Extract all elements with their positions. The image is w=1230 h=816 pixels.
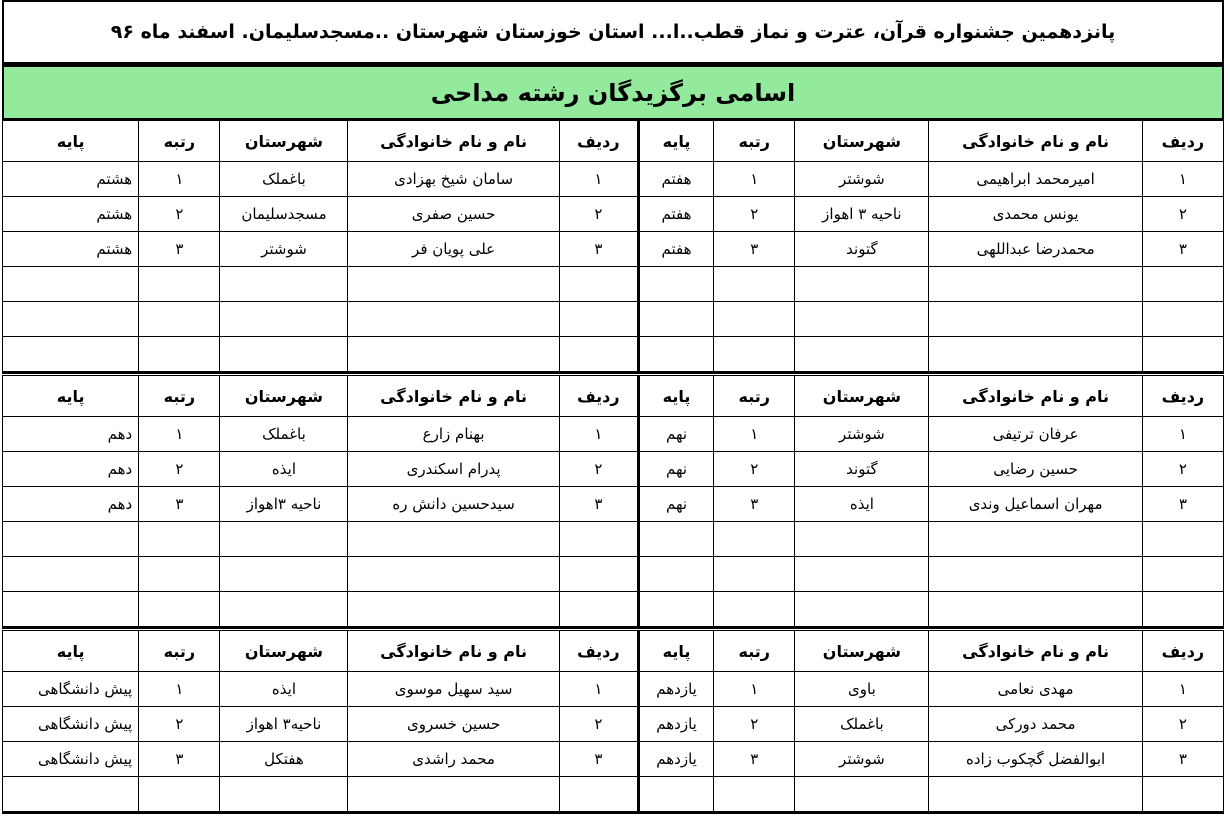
empty-cell xyxy=(1142,522,1223,557)
empty-cell xyxy=(1142,557,1223,592)
cell-radif: ۳ xyxy=(559,487,638,522)
cell-name: ابوالفضل گچکوب زاده xyxy=(929,742,1142,777)
header-radif: ردیف xyxy=(1142,631,1223,672)
header-city: شهرستان xyxy=(220,631,348,672)
cell-city: شوشتر xyxy=(220,232,348,267)
empty-cell xyxy=(3,777,139,813)
empty-row xyxy=(3,302,1224,337)
empty-cell xyxy=(714,522,795,557)
cell-radif: ۳ xyxy=(559,742,638,777)
cell-grade: هفتم xyxy=(638,232,713,267)
table-row xyxy=(3,672,1224,707)
empty-cell xyxy=(638,777,713,813)
cell-name: حسین صفری xyxy=(348,197,559,232)
empty-cell xyxy=(3,337,139,373)
cell-radif: ۱ xyxy=(559,672,638,707)
cell-grade: هشتم xyxy=(3,232,139,267)
cell-grade: یازدهم xyxy=(638,672,713,707)
cell-rank: ۳ xyxy=(139,742,220,777)
empty-cell xyxy=(559,302,638,337)
cell-rank: ۱ xyxy=(714,417,795,452)
cell-grade: پیش دانشگاهی xyxy=(3,707,139,742)
table-header-row xyxy=(3,121,1224,162)
cell-name: بهنام زارع xyxy=(348,417,559,452)
empty-cell xyxy=(1142,337,1223,373)
cell-city: باغملک xyxy=(220,417,348,452)
empty-row xyxy=(3,337,1224,373)
cell-radif: ۳ xyxy=(559,232,638,267)
empty-cell xyxy=(714,777,795,813)
cell-city: باغملک xyxy=(220,162,348,197)
cell-name: محمد دورکی xyxy=(929,707,1142,742)
cell-grade: دهم xyxy=(3,417,139,452)
cell-name: پدرام اسکندری xyxy=(348,452,559,487)
empty-cell xyxy=(714,302,795,337)
cell-name: عرفان ترتیفی xyxy=(929,417,1142,452)
cell-radif: ۳ xyxy=(1142,742,1223,777)
empty-cell xyxy=(795,592,929,628)
cell-city: ایذه xyxy=(795,487,929,522)
empty-cell xyxy=(220,592,348,628)
table-row xyxy=(3,742,1224,777)
cell-radif: ۱ xyxy=(559,417,638,452)
cell-grade: هفتم xyxy=(638,162,713,197)
empty-cell xyxy=(714,337,795,373)
cell-rank: ۲ xyxy=(714,707,795,742)
cell-grade: دهم xyxy=(3,487,139,522)
cell-name: یونس محمدی xyxy=(929,197,1142,232)
cell-radif: ۲ xyxy=(559,197,638,232)
empty-cell xyxy=(714,267,795,302)
cell-rank: ۲ xyxy=(714,452,795,487)
cell-rank: ۲ xyxy=(714,197,795,232)
cell-city: هفتکل xyxy=(220,742,348,777)
page-title: پانزدهمین جشنواره قرآن، عترت و نماز قطب..ا... استان خوزستان شهرستان ..مسجدسلیمان. اسفند ماه ۹۶ xyxy=(2,0,1224,64)
cell-name: مهران اسماعیل وندی xyxy=(929,487,1142,522)
cell-name: سامان شیخ بهزادی xyxy=(348,162,559,197)
empty-cell xyxy=(559,522,638,557)
cell-grade: پیش دانشگاهی xyxy=(3,672,139,707)
empty-cell xyxy=(929,777,1142,813)
empty-cell xyxy=(795,302,929,337)
empty-cell xyxy=(348,557,559,592)
empty-row xyxy=(3,267,1224,302)
cell-name: سیدحسین دانش ره xyxy=(348,487,559,522)
table-header-row xyxy=(3,376,1224,417)
empty-cell xyxy=(1142,777,1223,813)
empty-cell xyxy=(638,557,713,592)
empty-cell xyxy=(559,337,638,373)
empty-row xyxy=(3,592,1224,628)
header-name: نام و نام خانوادگی xyxy=(929,376,1142,417)
cell-grade: یازدهم xyxy=(638,707,713,742)
header-city: شهرستان xyxy=(220,376,348,417)
cell-rank: ۳ xyxy=(139,232,220,267)
empty-cell xyxy=(638,522,713,557)
empty-cell xyxy=(220,522,348,557)
cell-city: شوشتر xyxy=(795,742,929,777)
header-rank: رتبه xyxy=(139,376,220,417)
results-table-3 xyxy=(2,630,1224,814)
empty-cell xyxy=(795,557,929,592)
cell-rank: ۳ xyxy=(139,487,220,522)
header-radif: ردیف xyxy=(559,121,638,162)
empty-cell xyxy=(3,557,139,592)
empty-row xyxy=(3,777,1224,813)
table-row xyxy=(3,707,1224,742)
table-header-row xyxy=(3,631,1224,672)
empty-cell xyxy=(638,267,713,302)
header-grade: پایه xyxy=(638,631,713,672)
cell-name: مهدی نعامی xyxy=(929,672,1142,707)
empty-cell xyxy=(559,267,638,302)
section-banner: اسامی برگزیدگان رشته مداحی xyxy=(2,64,1224,120)
empty-cell xyxy=(348,267,559,302)
table-row xyxy=(3,452,1224,487)
header-city: شهرستان xyxy=(795,631,929,672)
table-row xyxy=(3,417,1224,452)
empty-cell xyxy=(139,522,220,557)
empty-cell xyxy=(638,592,713,628)
cell-city: گتوند xyxy=(795,232,929,267)
header-grade: پایه xyxy=(3,631,139,672)
cell-radif: ۳ xyxy=(1142,232,1223,267)
cell-city: ناحیه ۳اهواز xyxy=(220,487,348,522)
cell-city: ایذه xyxy=(220,672,348,707)
header-radif: ردیف xyxy=(559,631,638,672)
cell-rank: ۱ xyxy=(714,162,795,197)
empty-cell xyxy=(348,777,559,813)
cell-radif: ۲ xyxy=(1142,707,1223,742)
empty-cell xyxy=(795,267,929,302)
empty-cell xyxy=(220,557,348,592)
cell-name: امیرمحمد ابراهیمی xyxy=(929,162,1142,197)
cell-grade: یازدهم xyxy=(638,742,713,777)
header-rank: رتبه xyxy=(139,631,220,672)
empty-cell xyxy=(220,337,348,373)
cell-grade: پیش دانشگاهی xyxy=(3,742,139,777)
cell-rank: ۳ xyxy=(714,487,795,522)
header-grade: پایه xyxy=(3,376,139,417)
cell-name: محمد راشدی xyxy=(348,742,559,777)
header-name: نام و نام خانوادگی xyxy=(929,631,1142,672)
results-sheet xyxy=(2,0,1226,816)
table-row xyxy=(3,232,1224,267)
empty-cell xyxy=(3,592,139,628)
empty-cell xyxy=(3,302,139,337)
cell-city: شوشتر xyxy=(795,417,929,452)
empty-cell xyxy=(559,777,638,813)
empty-cell xyxy=(3,522,139,557)
cell-name: علی پویان فر xyxy=(348,232,559,267)
empty-cell xyxy=(348,337,559,373)
header-name: نام و نام خانوادگی xyxy=(929,121,1142,162)
header-city: شهرستان xyxy=(795,121,929,162)
cell-city: باغملک xyxy=(795,707,929,742)
empty-cell xyxy=(929,592,1142,628)
header-rank: رتبه xyxy=(139,121,220,162)
cell-rank: ۳ xyxy=(714,232,795,267)
header-rank: رتبه xyxy=(714,121,795,162)
empty-cell xyxy=(929,337,1142,373)
header-radif: ردیف xyxy=(1142,376,1223,417)
empty-cell xyxy=(929,557,1142,592)
header-rank: رتبه xyxy=(714,631,795,672)
empty-cell xyxy=(139,592,220,628)
empty-cell xyxy=(795,522,929,557)
empty-cell xyxy=(220,777,348,813)
empty-row xyxy=(3,557,1224,592)
cell-grade: نهم xyxy=(638,487,713,522)
cell-radif: ۲ xyxy=(559,452,638,487)
empty-cell xyxy=(795,777,929,813)
empty-cell xyxy=(714,557,795,592)
cell-city: ایذه xyxy=(220,452,348,487)
header-city: شهرستان xyxy=(795,376,929,417)
empty-cell xyxy=(559,557,638,592)
empty-cell xyxy=(139,337,220,373)
cell-radif: ۱ xyxy=(559,162,638,197)
cell-radif: ۱ xyxy=(1142,162,1223,197)
empty-cell xyxy=(638,302,713,337)
cell-city: ناحیه۳ اهواز xyxy=(220,707,348,742)
table-row xyxy=(3,162,1224,197)
cell-radif: ۱ xyxy=(1142,672,1223,707)
cell-radif: ۳ xyxy=(1142,487,1223,522)
cell-name: حسین رضایی xyxy=(929,452,1142,487)
cell-name: حسین خسروی xyxy=(348,707,559,742)
empty-cell xyxy=(348,302,559,337)
empty-cell xyxy=(929,302,1142,337)
cell-rank: ۱ xyxy=(139,162,220,197)
empty-cell xyxy=(139,302,220,337)
empty-cell xyxy=(348,522,559,557)
cell-rank: ۲ xyxy=(139,197,220,232)
empty-cell xyxy=(139,557,220,592)
cell-grade: هفتم xyxy=(638,197,713,232)
cell-grade: نهم xyxy=(638,452,713,487)
cell-rank: ۱ xyxy=(714,672,795,707)
cell-name: سید سهیل موسوی xyxy=(348,672,559,707)
cell-rank: ۱ xyxy=(139,672,220,707)
empty-cell xyxy=(929,267,1142,302)
cell-radif: ۲ xyxy=(559,707,638,742)
cell-rank: ۳ xyxy=(714,742,795,777)
cell-city: باوی xyxy=(795,672,929,707)
empty-cell xyxy=(929,522,1142,557)
empty-cell xyxy=(1142,592,1223,628)
empty-cell xyxy=(3,267,139,302)
cell-grade: هشتم xyxy=(3,162,139,197)
results-table-2 xyxy=(2,375,1224,629)
cell-radif: ۲ xyxy=(1142,452,1223,487)
cell-radif: ۲ xyxy=(1142,197,1223,232)
cell-rank: ۱ xyxy=(139,417,220,452)
empty-cell xyxy=(559,592,638,628)
empty-cell xyxy=(220,302,348,337)
empty-cell xyxy=(348,592,559,628)
header-grade: پایه xyxy=(638,121,713,162)
header-name: نام و نام خانوادگی xyxy=(348,631,559,672)
header-rank: رتبه xyxy=(714,376,795,417)
cell-grade: هشتم xyxy=(3,197,139,232)
empty-cell xyxy=(139,777,220,813)
header-radif: ردیف xyxy=(1142,121,1223,162)
empty-cell xyxy=(1142,302,1223,337)
cell-city: ناحیه ۳ اهواز xyxy=(795,197,929,232)
empty-cell xyxy=(220,267,348,302)
cell-city: گتوند xyxy=(795,452,929,487)
cell-city: مسجدسلیمان xyxy=(220,197,348,232)
empty-cell xyxy=(1142,267,1223,302)
empty-cell xyxy=(638,337,713,373)
results-table-1 xyxy=(2,120,1224,374)
cell-grade: نهم xyxy=(638,417,713,452)
header-name: نام و نام خانوادگی xyxy=(348,376,559,417)
header-grade: پایه xyxy=(638,376,713,417)
cell-rank: ۲ xyxy=(139,452,220,487)
header-city: شهرستان xyxy=(220,121,348,162)
cell-radif: ۱ xyxy=(1142,417,1223,452)
header-grade: پایه xyxy=(3,121,139,162)
table-row xyxy=(3,197,1224,232)
cell-name: محمدرضا عبداللهی xyxy=(929,232,1142,267)
cell-city: شوشتر xyxy=(795,162,929,197)
cell-rank: ۲ xyxy=(139,707,220,742)
empty-cell xyxy=(139,267,220,302)
empty-cell xyxy=(714,592,795,628)
header-name: نام و نام خانوادگی xyxy=(348,121,559,162)
empty-cell xyxy=(795,337,929,373)
empty-row xyxy=(3,522,1224,557)
table-row xyxy=(3,487,1224,522)
header-radif: ردیف xyxy=(559,376,638,417)
cell-grade: دهم xyxy=(3,452,139,487)
